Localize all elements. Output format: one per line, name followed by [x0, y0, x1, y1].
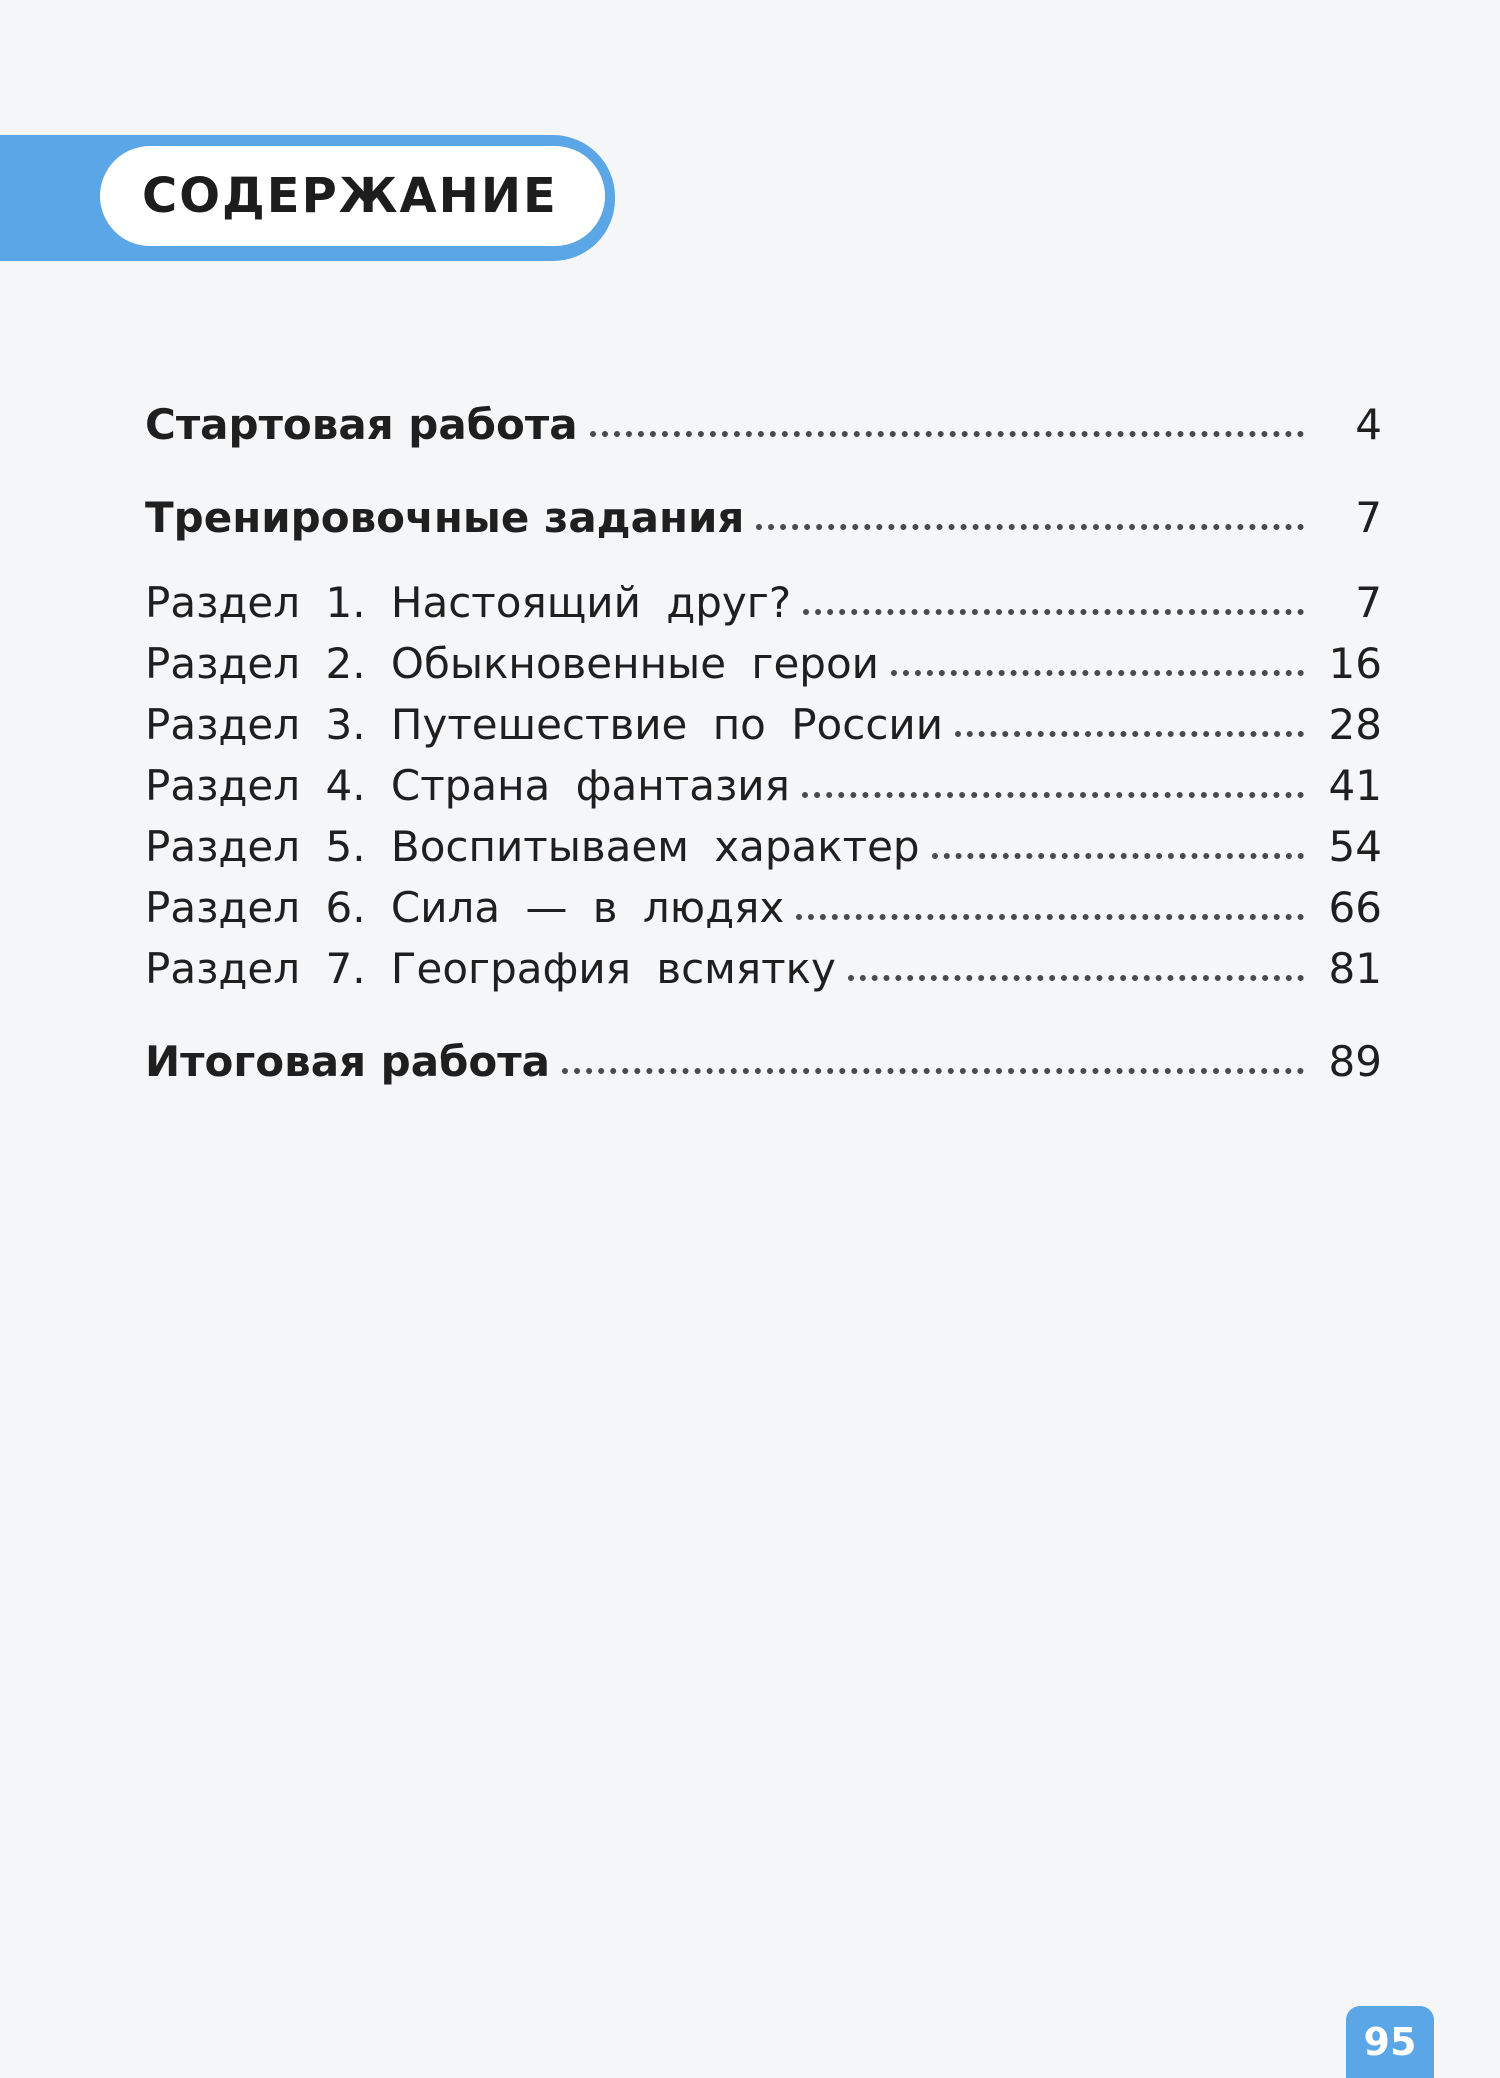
toc-entry-start-work[interactable] — [145, 383, 1382, 449]
toc-entry-label: Раздел 5. Воспитываем характер — [145, 822, 920, 871]
toc-entry-label: Итоговая работа — [145, 1037, 550, 1086]
toc-entry-label: Раздел 6. Сила — в людях — [145, 883, 785, 932]
toc-entry-label: Тренировочные задания — [145, 493, 745, 542]
toc-entry-label: Раздел 2. Обыкновенные герои — [145, 639, 879, 688]
dot-leader — [803, 609, 1304, 615]
dot-leader — [756, 524, 1304, 530]
toc-entry-training-tasks[interactable] — [145, 476, 1382, 542]
dot-leader — [802, 792, 1304, 798]
toc-entry-label: Стартовая работа — [145, 400, 578, 449]
toc-entry-page: 16 — [1328, 639, 1382, 688]
toc-entry-section-1[interactable] — [145, 561, 1382, 627]
dot-leader — [955, 731, 1304, 737]
toc-entry-section-5[interactable] — [145, 805, 1382, 871]
toc-entry-page: 66 — [1328, 883, 1382, 932]
toc-entry-section-6[interactable] — [145, 866, 1382, 932]
toc-entry-page: 81 — [1328, 944, 1382, 993]
dot-leader — [796, 914, 1304, 920]
toc-entry-section-7[interactable] — [145, 927, 1382, 993]
dot-leader — [932, 853, 1304, 859]
toc-entry-label: Раздел 4. Страна фантазия — [145, 761, 790, 810]
toc-entry-page: 7 — [1355, 578, 1382, 627]
toc-entry-page: 28 — [1328, 700, 1382, 749]
toc-entry-section-3[interactable] — [145, 683, 1382, 749]
dot-leader — [590, 431, 1304, 437]
dot-leader — [562, 1068, 1304, 1074]
toc-entry-label: Раздел 3. Путешествие по России — [145, 700, 944, 749]
toc-entry-final-work[interactable] — [145, 1020, 1382, 1086]
dot-leader — [848, 975, 1304, 981]
toc-entry-page: 54 — [1328, 822, 1382, 871]
page-number-badge: 95 — [1346, 2006, 1434, 2078]
dot-leader — [891, 670, 1304, 676]
toc-entry-section-2[interactable] — [145, 622, 1382, 688]
toc-entry-page: 4 — [1355, 400, 1382, 449]
toc-entry-page: 41 — [1328, 761, 1382, 810]
toc-entry-page: 89 — [1328, 1037, 1382, 1086]
page-title: СОДЕРЖАНИЕ — [142, 168, 558, 224]
toc-entry-page: 7 — [1355, 493, 1382, 542]
toc-entry-label: Раздел 7. География всмятку — [145, 944, 836, 993]
toc-entry-label: Раздел 1. Настоящий друг? — [145, 578, 792, 627]
toc-entry-section-4[interactable] — [145, 744, 1382, 810]
